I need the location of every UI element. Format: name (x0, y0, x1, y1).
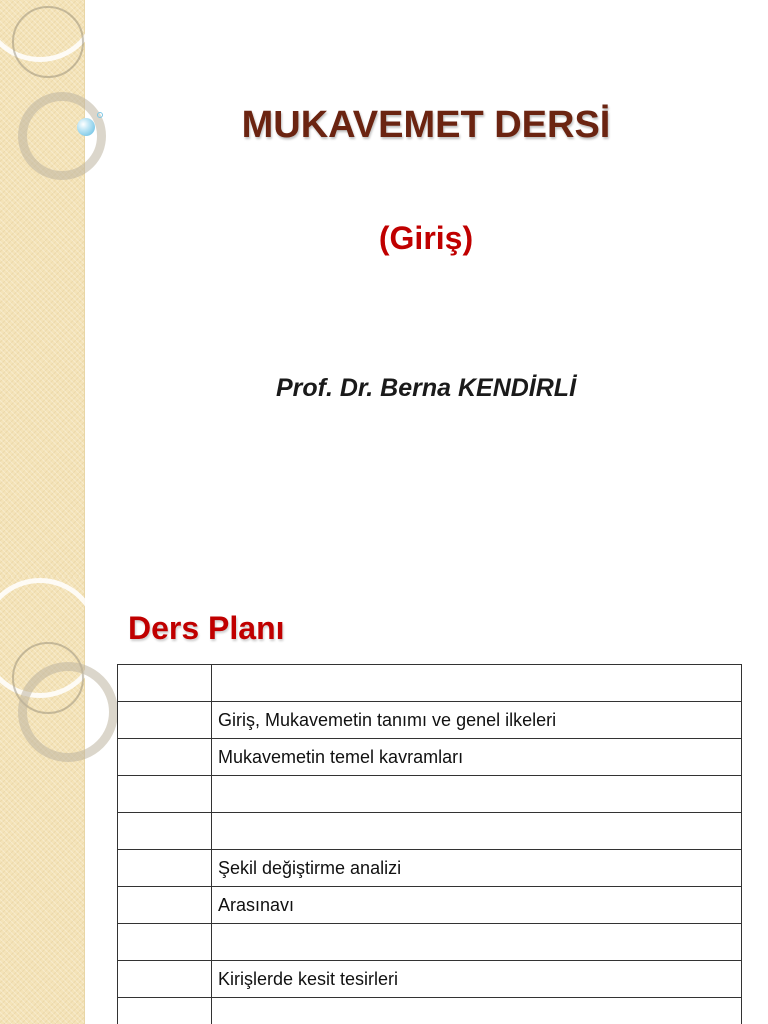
week-cell (118, 998, 212, 1024)
week-cell (118, 739, 212, 776)
plan-heading: Ders Planı (128, 610, 285, 646)
topic-cell (212, 665, 742, 702)
table-row (118, 887, 742, 924)
topic-cell: Kirişlerde kesit tesirleri (212, 961, 742, 998)
table-row (118, 813, 742, 850)
author-name: Prof. Dr. Berna KENDİRLİ (275, 374, 577, 402)
course-plan-table (117, 664, 742, 1024)
topic-cell: Arasınavı (212, 887, 742, 924)
week-cell (118, 665, 212, 702)
table-row (118, 739, 742, 776)
week-cell (118, 850, 212, 887)
topic-cell: Şekil değiştirme analizi (212, 850, 742, 887)
table-row (118, 961, 742, 998)
decorative-ring (18, 662, 118, 762)
week-cell (118, 702, 212, 739)
table-row (118, 665, 742, 702)
decorative-side-band (0, 576, 85, 1024)
week-cell (118, 813, 212, 850)
week-cell (118, 924, 212, 961)
topic-cell: Giriş, Mukavemetin tanımı ve genel ilkeleri (212, 702, 742, 739)
table-row (118, 702, 742, 739)
slide-subtitle: (Giriş) (378, 220, 474, 256)
table-row (118, 998, 742, 1024)
week-cell (118, 961, 212, 998)
decorative-side-band (0, 0, 85, 576)
decorative-ring (12, 6, 84, 78)
week-cell (118, 776, 212, 813)
topic-cell (212, 924, 742, 961)
table-row (118, 776, 742, 813)
table-row (118, 850, 742, 887)
course-plan-slide (0, 576, 768, 1024)
topic-cell: Mukavemetin temel kavramları (212, 739, 742, 776)
week-cell (118, 887, 212, 924)
topic-cell (212, 813, 742, 850)
topic-cell (212, 776, 742, 813)
table-row (118, 924, 742, 961)
slide-title: MUKAVEMET DERSİ (241, 104, 611, 146)
topic-cell (212, 998, 742, 1024)
